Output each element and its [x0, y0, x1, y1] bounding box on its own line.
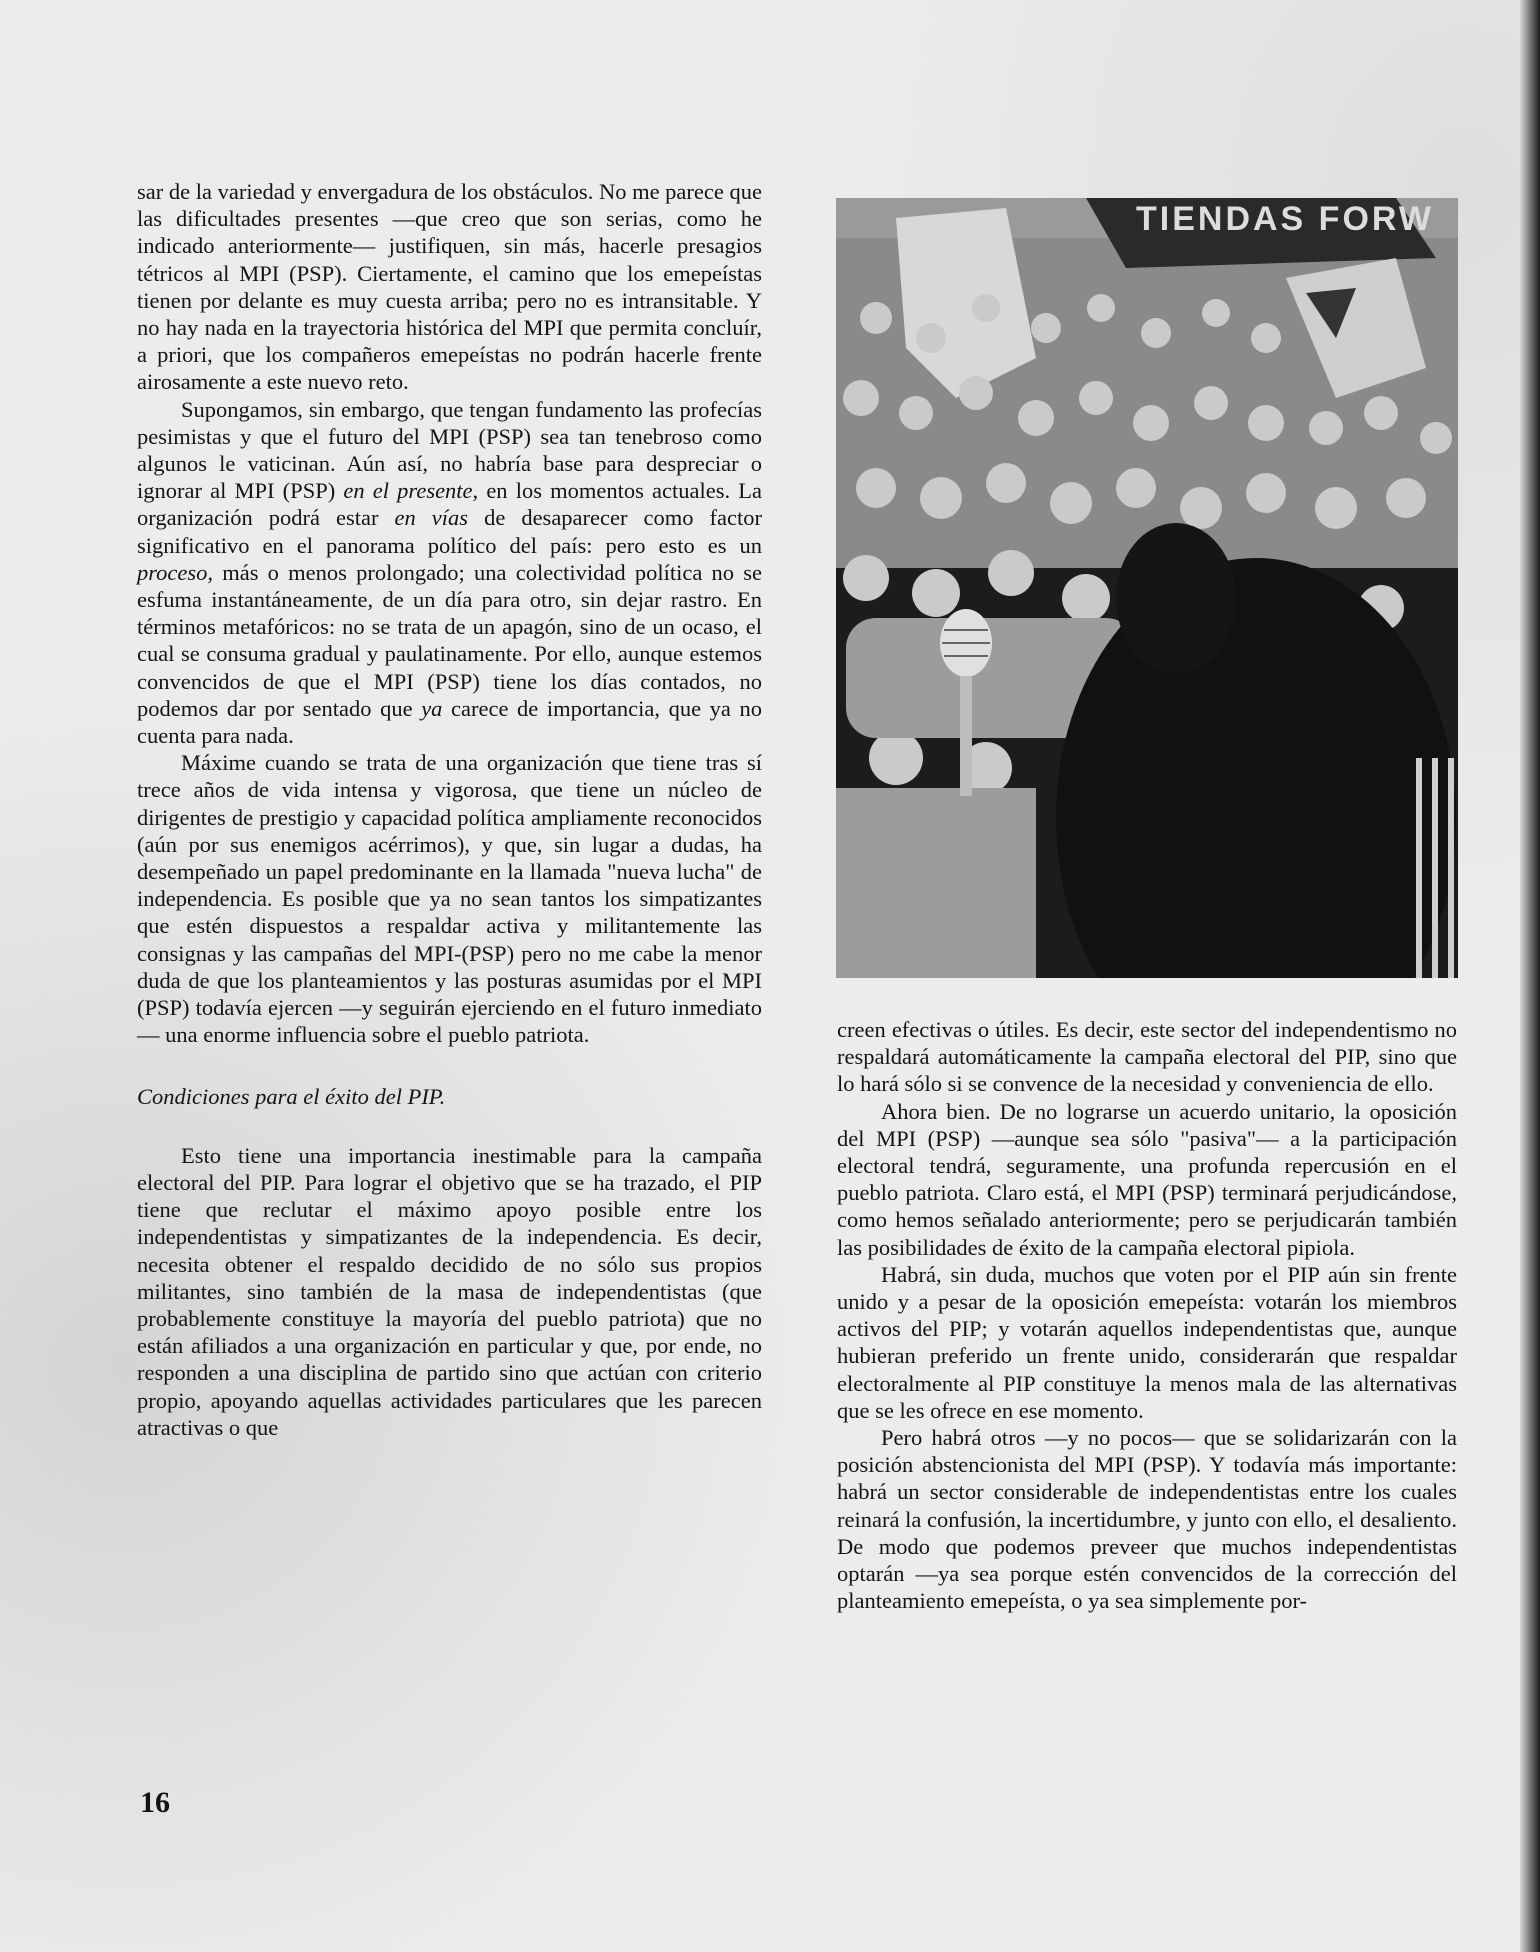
italic-text: en vías — [394, 505, 469, 531]
paragraph: creen efectivas o útiles. Es decir, este sector del independentismo no respaldará automáticamente la campaña electoral del PIP, sino que lo hará sólo si se convence de la necesidad y conveniencia de ello. — [837, 1017, 1457, 1097]
speaker-head — [1116, 523, 1236, 673]
banner-text: TIENDAS FORW — [1136, 200, 1434, 238]
text-run: más o menos prolongado; una colectividad política no se esfuma instantáneamente, de un día para otro, sin dejar rastro. En términos metafóricos: no se trata de un apagón, sino de un ocaso, el cual se consuma gradual y paulatinamente. Por ello, aunque estemos convencidos de que el MPI (PSP) tiene los días contados, no podemos dar por sentado que — [137, 559, 762, 721]
section-heading: Condiciones para el éxito del PIP. — [137, 1083, 446, 1109]
italic-text: ya — [421, 695, 443, 721]
paragraph: Esto tiene una importancia inestimable para la campaña electoral del PIP. Para lograr el objetivo que se ha trazado, el PIP tiene que reclutar el máximo apoyo posible entre los independentistas y simpatizantes de la independencia. Es decir, necesita obtener el respaldo decidido de no sólo sus propios militantes, sino también de la masa de independentistas (que probablemente constituye la mayoría del pueblo patriota) que no están afiliados a una organización en particular y que, por ende, no responden a una disciplina de partido sino que actúan con criterio propio, apoyando aquellas actividades particulares que les parecen atractivas o que — [137, 1142, 762, 1440]
paragraph: Habrá, sin duda, muchos que voten por el PIP aún sin frente unido y a pesar de la oposición emepeísta: votarán los miembros activos del PIP; y votarán aquellos independentistas que, aunque hubieran preferido un frente unido, considerarán que respaldar electoralmente al PIP constituye la menos mala de las alternativas que se les ofrece en ese momento. — [837, 1261, 1457, 1423]
paragraph: Ahora bien. De no lograrse un acuerdo unitario, la oposición del MPI (PSP) —aunque sea sólo "pasiva"— a la participación electoral tendrá, seguramente, una profunda repercusión en el pueblo patriota. Claro está, el MPI (PSP) terminará perjudicándose, como hemos señalado anteriormente; pero se perjudicarán también las posibilidades de éxito de la campaña electoral pipiola. — [837, 1098, 1457, 1260]
text-run: en los momentos actuales. La organización podrá estar — [137, 478, 762, 531]
italic-text: en el presente, — [343, 478, 479, 504]
paragraph: sar de la variedad y envergadura de los obstáculos. No me parece que las dificultades presentes —que creo que son serias, como he indicado anteriormente— justifiquen, sin más, hacerle presagios tétricos al MPI (PSP). Ciertamente, el camino que los emepeístas tienen por delante es muy cuesta arriba; pero no es intransitable. Y no hay nada en la trayectoria histórica del MPI que permita concluír, a priori, que los compañeros emepeístas no podrán hacerle frente airosamente a este nuevo reto. — [137, 179, 762, 395]
text-run: de desaparecer como factor significativo en el panorama político del país: pero esto es un — [137, 505, 762, 558]
railing — [1416, 758, 1454, 978]
text-run: carece de importancia, que ya no cuenta para nada. — [137, 695, 763, 749]
page-edge-shadow — [1520, 0, 1540, 1952]
rally-photo — [836, 198, 1458, 978]
paragraph: Pero habrá otros —y no pocos— que se solidarizarán con la posición abstencionista del MPI (PSP). Y todavía más importante: habrá un sector considerable de independentistas entre los cuales reinará la confusión, la incertidumbre, y junto con ello, el desaliento. De modo que podemos preveer que muchos independentistas optarán —ya sea porque estén convencidos de la corrección del planteamiento emepeísta, o ya sea simplemente por- — [837, 1425, 1457, 1614]
paragraph — [137, 396, 762, 750]
left-column — [137, 178, 762, 1441]
page-number: 16 — [140, 1786, 170, 1819]
italic-text: proceso, — [137, 559, 214, 585]
right-column — [837, 1016, 1457, 1614]
rally-photo-image — [836, 198, 1458, 978]
paragraph: Máxime cuando se trata de una organización que tiene tras sí trece años de vida intensa y vigorosa, que tiene un núcleo de dirigentes de prestigio y capacidad política ampliamente reconocidos (aún por sus enemigos acérrimos), y que, sin lugar a dudas, ha desempeñado un papel predominante en la llamada "nueva lucha" de independencia. Es posible que ya no sean tantos los simpatizantes que estén dispuestos a respaldar activa y militantemente las consignas y las campañas del MPI-(PSP) pero no me cabe la menor duda de que los planteamientos y las posturas asumidas por el MPI (PSP) todavía ejercen —y seguirán ejerciendo en el futuro inmediato— una enorme influencia sobre el pueblo patriota. — [137, 750, 762, 1048]
text-run: Supongamos, sin embargo, que tengan fundamento las profecías pesimistas y que el futuro del MPI (PSP) sea tan tenebroso como algunos le vaticinan. Aún así, no habría base para despreciar o ignorar al MPI (PSP) — [137, 396, 762, 504]
